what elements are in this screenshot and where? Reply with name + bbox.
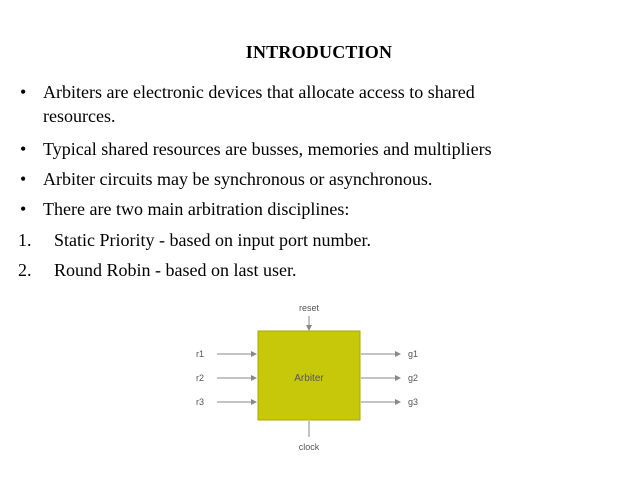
bullet-marker: • [20, 199, 27, 219]
numbered-text: Round Robin - based on last user. [54, 260, 297, 280]
bullet-marker: • [20, 169, 27, 189]
arbiter-block-label: Arbiter [294, 373, 324, 384]
g1-label: g1 [408, 349, 419, 359]
bullet-text: Arbiters are electronic devices that allocate access to shared [43, 82, 475, 102]
r3-label: r3 [196, 397, 205, 407]
numbered-text: Static Priority - based on input port number. [54, 230, 371, 250]
number-marker: 2. [18, 260, 32, 280]
slide-title: INTRODUCTION [245, 42, 393, 62]
r1-label: r1 [196, 349, 205, 359]
g3-label: g3 [408, 397, 419, 407]
bullet-text: There are two main arbitration disciplines: [43, 199, 350, 219]
reset-label: reset [298, 303, 320, 313]
bullet-marker: • [20, 82, 27, 102]
bullet-text: Typical shared resources are busses, memories and multipliers [43, 139, 492, 159]
bullet-marker: • [20, 139, 27, 159]
clock-label: clock [298, 442, 320, 452]
bullet-text: resources. [43, 106, 116, 126]
r2-label: r2 [196, 373, 205, 383]
bullet-text: Arbiter circuits may be synchronous or asynchronous. [43, 169, 433, 189]
number-marker: 1. [18, 230, 32, 250]
g2-label: g2 [408, 373, 419, 383]
